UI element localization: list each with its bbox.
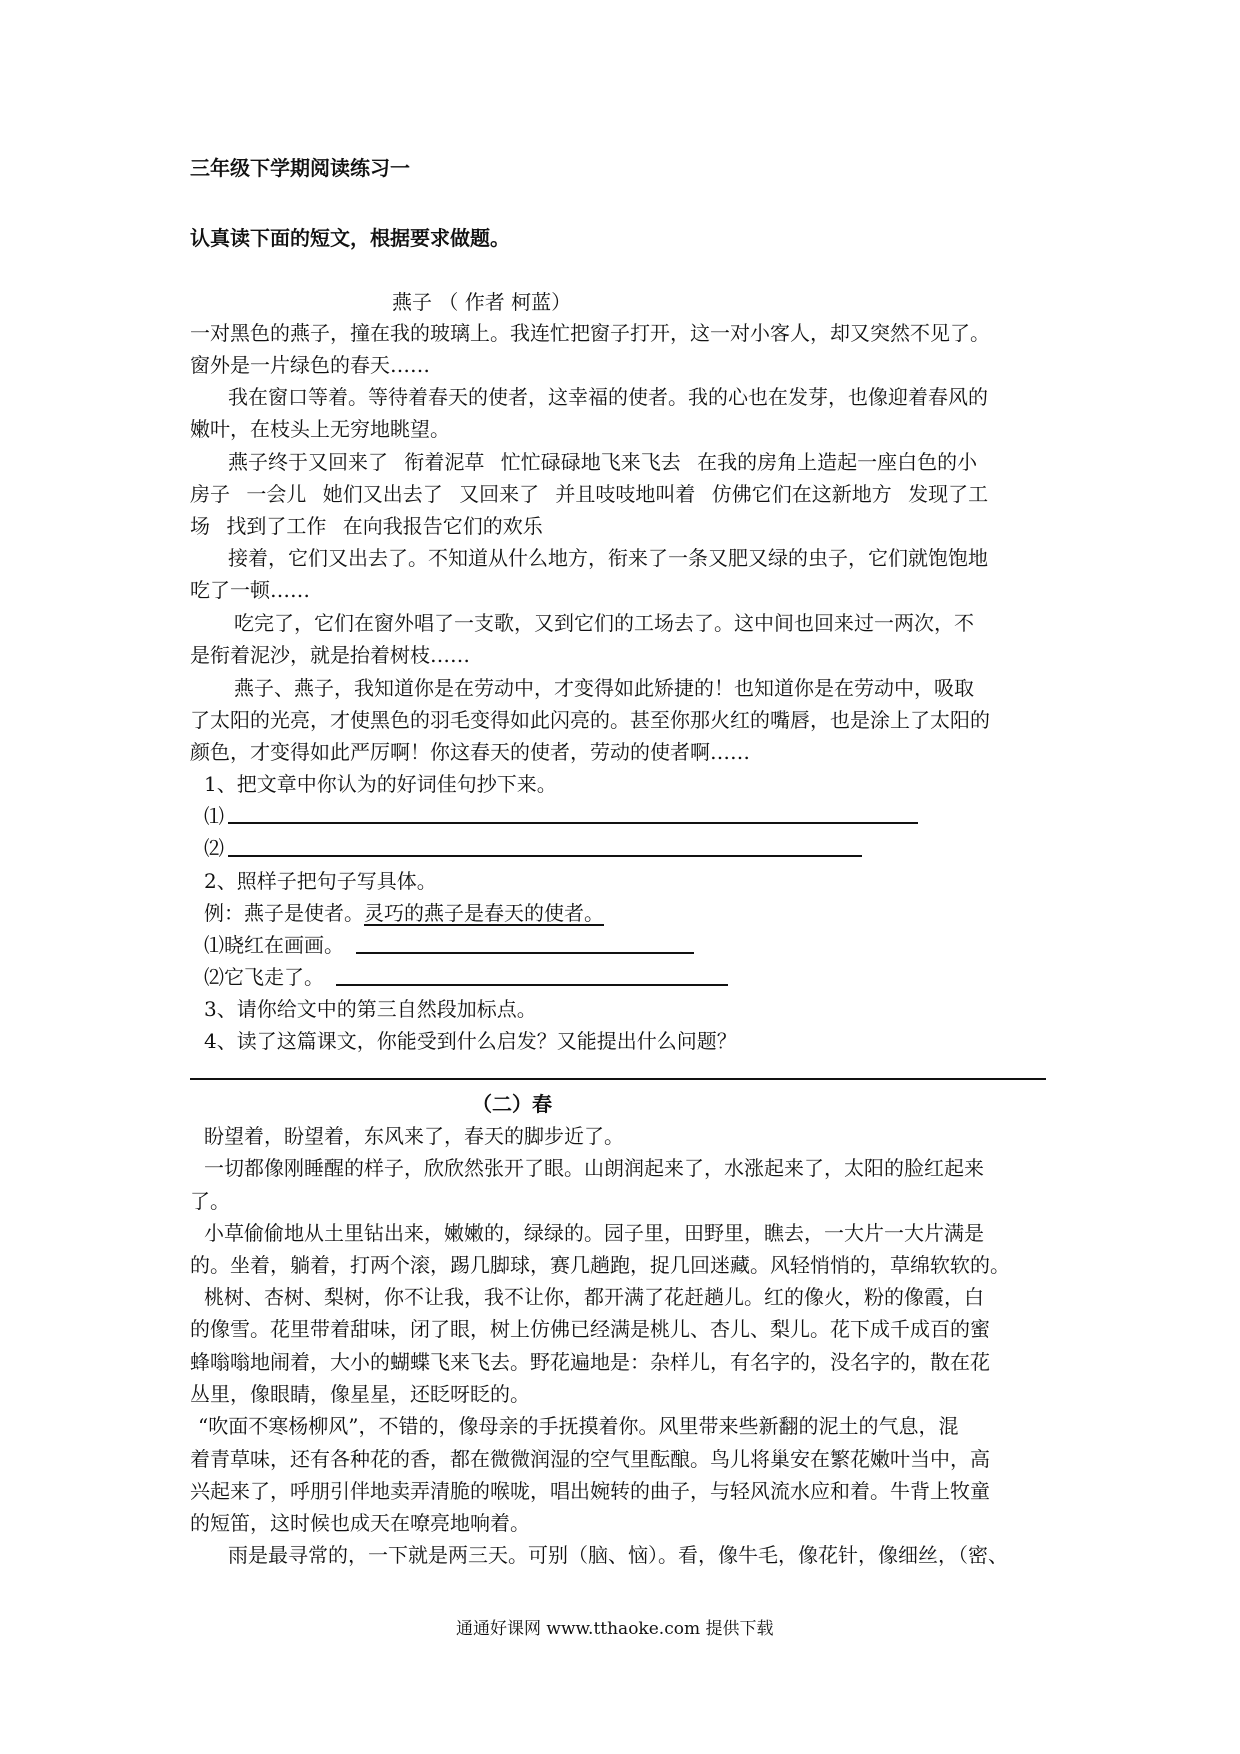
passage2-line: 小草偷偷地从土里钻出来，嫩嫩的，绿绿的。园子里，田野里，瞧去，一大片一大片满是 — [204, 1221, 984, 1245]
passage1-line: 吃完了，它们在窗外唱了一支歌，又到它们的工场去了。这中间也回来过一两次，不 — [234, 611, 974, 635]
q2-answer-line-2[interactable] — [336, 984, 728, 986]
passage1-line: 我在窗口等着。等待着春天的使者，这幸福的使者。我的心也在发芽，也像迎着春风的 — [228, 385, 988, 409]
passage2-line: “吹面不寒杨柳风”，不错的，像母亲的手抚摸着你。风里带来些新翻的泥土的气息，混 — [198, 1414, 959, 1438]
q1-answer-line-1[interactable] — [228, 822, 918, 824]
passage2-line: 桃树、杏树、梨树，你不让我，我不让你，都开满了花赶趟儿。红的像火，粉的像霞，白 — [204, 1285, 984, 1309]
passage2-line: 蜂嗡嗡地闹着，大小的蝴蝶飞来飞去。野花遍地是：杂样儿，有名字的，没名字的，散在花 — [190, 1350, 990, 1374]
passage2-line: 了。 — [190, 1189, 230, 1213]
passage1-line: 场 找到了工作 在向我报告它们的欢乐 — [190, 514, 543, 538]
passage1-line: 窗外是一片绿色的春天…… — [190, 353, 430, 377]
q2-example-answer: 灵巧的燕子是春天的使者。 — [364, 901, 604, 925]
passage1-line: 燕子、燕子，我知道你是在劳动中，才变得如此矫捷的！也知道你是在劳动中，吸取 — [234, 676, 974, 700]
instruction-text: 认真读下面的短文，根据要求做题。 — [190, 226, 510, 250]
passage2-line: 盼望着，盼望着，东风来了，春天的脚步近了。 — [204, 1124, 624, 1148]
passage1-line: 燕子终于又回来了 衔着泥草 忙忙碌碌地飞来飞去 在我的房角上造起一座白色的小 — [228, 450, 978, 474]
q2-answer-line-1[interactable] — [356, 952, 694, 954]
q1-answer-label-1: ⑴ — [204, 804, 224, 828]
passage1-line: 了太阳的光亮，才使黑色的羽毛变得如此闪亮的。甚至你那火红的嘴唇，也是涂上了太阳的 — [190, 708, 990, 732]
passage1-line: 房子 一会儿 她们又出去了 又回来了 并且吱吱地叫着 仿佛它们在这新地方 发现了工 — [190, 482, 989, 506]
passage2-line: 雨是最寻常的，一下就是两三天。可别（脑、恼）。看，像牛毛，像花针，像细丝，（密、 — [228, 1543, 1008, 1567]
passage2-line: 兴起来了，呼朋引伴地卖弄清脆的喉咙，唱出婉转的曲子，与轻风流水应和着。牛背上牧童 — [190, 1479, 990, 1503]
passage1-line: 颜色，才变得如此严厉啊！你这春天的使者，劳动的使者啊…… — [190, 740, 750, 764]
passage2-heading: （二）春 — [472, 1092, 552, 1116]
question-4: 4、读了这篇课文，你能受到什么启发？又能提出什么问题？ — [204, 1029, 737, 1053]
passage1-heading: 燕子 （ 作者 柯蓝） — [392, 290, 572, 314]
passage2-line: 的像雪。花里带着甜味，闭了眼，树上仿佛已经满是桃儿、杏儿、梨儿。花下成千成百的蜜 — [190, 1317, 990, 1341]
passage2-line: 着青草味，还有各种花的香，都在微微润湿的空气里酝酿。鸟儿将巢安在繁花嫩叶当中，高 — [190, 1447, 990, 1471]
q2-example-prefix: 例：燕子是使者。 — [204, 901, 364, 925]
passage2-line: 的。坐着，躺着，打两个滚，踢几脚球，赛几趟跑，捉几回迷藏。风轻悄悄的，草绵软软的。 — [190, 1253, 1010, 1277]
passage2-line: 的短笛，这时候也成天在嘹亮地响着。 — [190, 1511, 530, 1535]
passage1-line: 接着，它们又出去了。不知道从什么地方，衔来了一条又肥又绿的虫子，它们就饱饱地 — [228, 546, 988, 570]
question-2: 2、照样子把句子写具体。 — [204, 869, 437, 893]
q2-prompt-1: ⑴晓红在画画。 — [204, 933, 344, 957]
section-divider — [190, 1078, 1046, 1080]
passage1-line: 一对黑色的燕子，撞在我的玻璃上。我连忙把窗子打开，这一对小客人，却又突然不见了。 — [190, 321, 990, 345]
question-3: 3、请你给文中的第三自然段加标点。 — [204, 997, 537, 1021]
worksheet-title: 三年级下学期阅读练习一 — [190, 156, 410, 180]
passage1-line: 吃了一顿…… — [190, 578, 310, 602]
q1-answer-line-2[interactable] — [228, 855, 862, 857]
page-footer: 通通好课网 www.tthaoke.com 提供下载 — [456, 1619, 774, 1639]
q1-answer-label-2: ⑵ — [204, 836, 224, 860]
passage2-line: 一切都像刚睡醒的样子，欣欣然张开了眼。山朗润起来了，水涨起来了，太阳的脸红起来 — [204, 1156, 984, 1180]
question-1: 1、把文章中你认为的好词佳句抄下来。 — [204, 772, 557, 796]
passage2-line: 丛里，像眼睛，像星星，还眨呀眨的。 — [190, 1382, 530, 1406]
passage1-line: 是衔着泥沙，就是抬着树枝…… — [190, 643, 470, 667]
q2-example — [204, 897, 604, 929]
q2-prompt-2: ⑵它飞走了。 — [204, 965, 324, 989]
passage1-line: 嫩叶，在枝头上无穷地眺望。 — [190, 417, 450, 441]
